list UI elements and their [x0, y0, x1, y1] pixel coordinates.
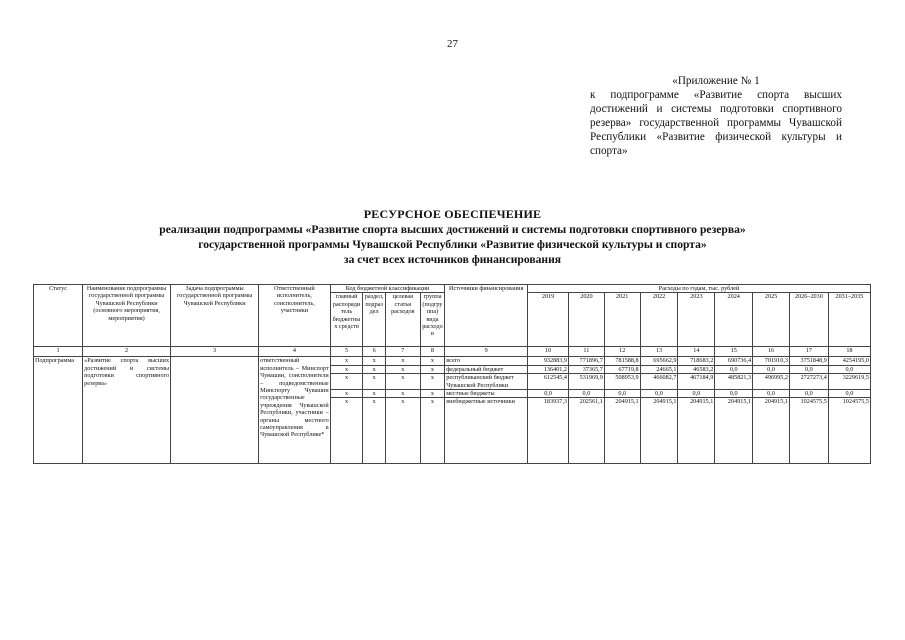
source-cell: всего: [445, 357, 528, 365]
header-year: 2019: [528, 293, 569, 301]
column-number: 17: [789, 347, 828, 357]
column-number: 2: [83, 347, 171, 357]
source-cell: республиканский бюджет Чувашской Республики: [445, 374, 528, 390]
value-cell: 4254195,0: [828, 357, 870, 365]
code-target: x: [385, 365, 420, 373]
source-cell: федеральный бюджет: [445, 365, 528, 373]
value-cell: 0,0: [828, 365, 870, 373]
value-cell: 701910,3: [753, 357, 790, 365]
code-target: x: [385, 389, 420, 397]
header-source: Источники финансирования: [445, 285, 528, 347]
value-cell: 771896,7: [569, 357, 605, 365]
value-cell: 24665,1: [640, 365, 678, 373]
column-number: 10: [528, 347, 569, 357]
source-cell: внебюджетные источники: [445, 398, 528, 406]
code-group: x: [420, 365, 445, 373]
column-number: 5: [330, 347, 363, 357]
column-number-row: [34, 347, 871, 357]
code-section: x: [363, 365, 386, 373]
resource-table: [33, 284, 871, 464]
column-number: 4: [259, 347, 331, 357]
code-section: x: [363, 389, 386, 397]
header-year: 2026–2030: [789, 293, 828, 301]
column-number: 14: [678, 347, 715, 357]
value-cell: 0,0: [640, 389, 678, 397]
value-cell: 0,0: [715, 365, 753, 373]
column-number: 7: [385, 347, 420, 357]
value-cell: 0,0: [715, 389, 753, 397]
value-cell: 0,0: [678, 389, 715, 397]
header-responsible: Ответственный исполнитель, соисполнитель, участники: [259, 285, 331, 347]
header-expenses: Расходы по годам, тыс. рублей: [528, 285, 871, 293]
annex-body: к подпрограмме «Развитие спорта высших достижений и системы подготовки спортивного резерва» государственной программы Чувашской Республики «Развитие физической культуры и спорта»: [590, 89, 842, 157]
value-cell: 3229619,5: [828, 374, 870, 390]
value-cell: 496995,2: [753, 374, 790, 390]
value-cell: 612545,4: [528, 374, 569, 390]
header-status: Статус: [34, 285, 83, 347]
code-target: x: [385, 357, 420, 365]
header-year: 2021: [604, 293, 640, 301]
value-cell: 202561,1: [569, 398, 605, 406]
code-target: x: [385, 374, 420, 390]
task-cell: [171, 357, 259, 464]
value-cell: 183937,3: [528, 398, 569, 406]
document-title: [0, 206, 905, 267]
code-target: x: [385, 398, 420, 406]
code-grbs: x: [330, 357, 363, 365]
value-cell: 37365,7: [569, 365, 605, 373]
header-year: 2025: [753, 293, 790, 301]
value-cell: 781588,8: [604, 357, 640, 365]
value-cell: 467184,9: [678, 374, 715, 390]
value-cell: 136401,2: [528, 365, 569, 373]
value-cell: 485821,3: [715, 374, 753, 390]
header-year: 2031–2035: [828, 293, 870, 301]
value-cell: 204915,1: [678, 398, 715, 406]
code-section: x: [363, 357, 386, 365]
responsible-cell: ответственный исполнитель – Минспорт Чувашии, соисполнители – подведомственные Минспорту Чувашии государственные учреждения Чувашской Республики, участники – органы местного самоуправления в Чувашской Республике*: [259, 357, 331, 464]
code-grbs: x: [330, 374, 363, 390]
header-year: 2020: [569, 293, 605, 301]
column-number: 18: [828, 347, 870, 357]
value-cell: 0,0: [753, 389, 790, 397]
table-row: [34, 357, 871, 365]
column-number: 13: [640, 347, 678, 357]
column-number: 1: [34, 347, 83, 357]
header-grbs: главный распорядитель бюджетных средств: [330, 293, 363, 347]
column-number: 9: [445, 347, 528, 357]
value-cell: 531969,9: [569, 374, 605, 390]
column-number: 15: [715, 347, 753, 357]
value-cell: 932883,9: [528, 357, 569, 365]
value-cell: 508953,9: [604, 374, 640, 390]
column-number: 6: [363, 347, 386, 357]
code-grbs: x: [330, 398, 363, 406]
code-section: x: [363, 374, 386, 390]
annex-header: [590, 74, 842, 158]
value-cell: 0,0: [828, 389, 870, 397]
value-cell: 690736,4: [715, 357, 753, 365]
value-cell: 1024575,5: [789, 398, 828, 406]
value-cell: 67719,8: [604, 365, 640, 373]
header-budget-code: Код бюджетной классификации: [330, 285, 445, 293]
value-cell: 204915,1: [640, 398, 678, 406]
title-line-4: за счет всех источников финансирования: [343, 253, 562, 266]
value-cell: 0,0: [753, 365, 790, 373]
header-row-1: [34, 285, 871, 293]
value-cell: 0,0: [789, 389, 828, 397]
value-cell: 1024575,5: [828, 398, 870, 406]
column-number: 16: [753, 347, 790, 357]
code-group: x: [420, 389, 445, 397]
header-task: Задача подпрограммы государственной программы Чувашской Республики: [171, 285, 259, 347]
value-cell: 2727273,4: [789, 374, 828, 390]
value-cell: 46583,2: [678, 365, 715, 373]
page-number: 27: [447, 38, 458, 50]
value-cell: 204915,1: [753, 398, 790, 406]
title-line-2: реализации подпрограммы «Развитие спорта высших достижений и системы подготовки спортивного резерва»: [159, 223, 746, 236]
value-cell: 0,0: [604, 389, 640, 397]
column-number: 11: [569, 347, 605, 357]
value-cell: 204915,1: [715, 398, 753, 406]
code-group: x: [420, 374, 445, 390]
column-number: 8: [420, 347, 445, 357]
column-number: 12: [604, 347, 640, 357]
header-year: 2024: [715, 293, 753, 301]
header-section: раздел, подраздел: [363, 293, 386, 347]
header-target: целевая статья расходов: [385, 293, 420, 347]
header-group: группа (подгруппа) вида расходов: [420, 293, 445, 347]
title-line-3: государственной программы Чувашской Республики «Развитие физической культуры и спорта»: [198, 238, 707, 251]
value-cell: 0,0: [789, 365, 828, 373]
value-cell: 718683,2: [678, 357, 715, 365]
header-year: 2022: [640, 293, 678, 301]
value-cell: 0,0: [569, 389, 605, 397]
value-cell: 0,0: [528, 389, 569, 397]
column-number: 3: [171, 347, 259, 357]
value-cell: 695662,9: [640, 357, 678, 365]
code-section: x: [363, 398, 386, 406]
code-group: x: [420, 398, 445, 406]
source-cell: местные бюджеты: [445, 389, 528, 397]
value-cell: 3751848,9: [789, 357, 828, 365]
header-year: 2023: [678, 293, 715, 301]
subprogram-name-cell: «Развитие спорта высших достижений и системы подготовки спортивного резерва»: [83, 357, 171, 464]
header-name: Наименование подпрограммы государственной программы Чувашской Республики (основного мероприятия, мероприятия): [83, 285, 171, 347]
annex-title: «Приложение № 1: [672, 75, 760, 87]
value-cell: 466082,7: [640, 374, 678, 390]
code-group: x: [420, 357, 445, 365]
status-cell: Подпрограмма: [34, 357, 83, 464]
title-line-1: РЕСУРСНОЕ ОБЕСПЕЧЕНИЕ: [363, 207, 542, 221]
code-grbs: x: [330, 365, 363, 373]
code-grbs: x: [330, 389, 363, 397]
value-cell: 204915,1: [604, 398, 640, 406]
